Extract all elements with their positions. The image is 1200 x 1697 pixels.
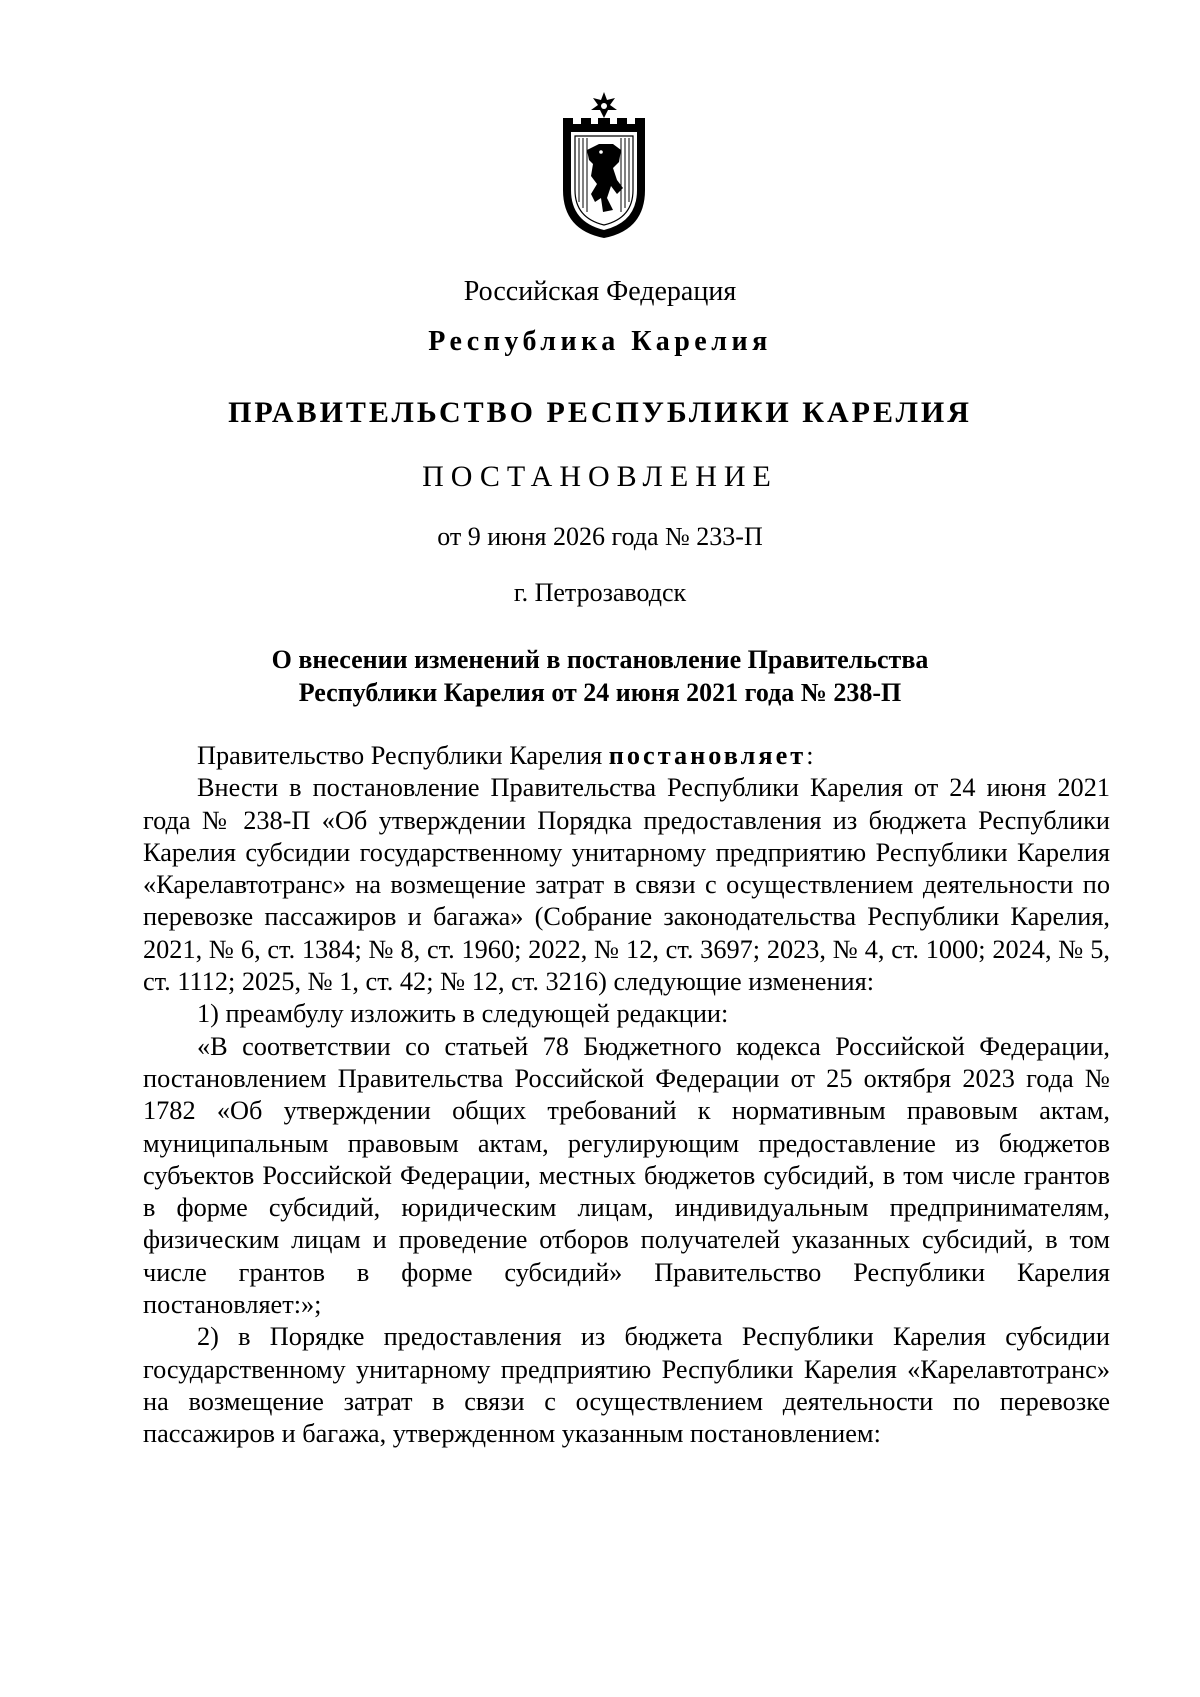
document-type: ПОСТАНОВЛЕНИЕ xyxy=(422,460,778,493)
country-name: Российская Федерация xyxy=(463,276,737,307)
intro-paragraph xyxy=(143,740,1110,772)
document-city: г. Петрозаводск xyxy=(513,578,687,607)
intro-suffix: : xyxy=(806,741,814,770)
subject-line-2: Республики Карелия от 24 июня 2021 года № 238-П xyxy=(298,678,902,707)
intro-resolves: постановляет xyxy=(608,741,807,770)
republic-name: Республика Карелия xyxy=(428,326,772,357)
paragraph-item-2: 2) в Порядке предоставления из бюджета Республики Карелия субсидии государственному унитарному предприятию Республики Карелия «Карелавтотранс» на возмещение затрат в связи с осуществлением деятельности по перевозке пассажиров и багажа, утвержденном указанным постановлением: xyxy=(143,1322,1110,1449)
document-date-number: от 9 июня 2026 года № 233-П xyxy=(437,522,763,551)
paragraph-preamble-text: «В соответствии со статьей 78 Бюджетного кодекса Российской Федерации, постановлением Правительства Российской Федерации от 25 октября 2023 года № 1782 «Об утверждении общих требований к нормативным правовым актам, муниципальным правовым актам, регулирующим предоставление из бюджетов субъектов Российской Федерации, местных бюджетов субсидий, в том числе грантов в форме субсидий, юридическим лицам, индивидуальным предпринимателям, физическим лицам и проведение отборов получателей указанных субсидий, в том числе грантов в форме субсидий» Правительство Республики Карелия постановляет:»; xyxy=(143,1031,1110,1320)
intro-prefix: Правительство Республики Карелия xyxy=(197,741,609,770)
subject-line-1: О внесении изменений в постановление Правительства xyxy=(271,645,929,674)
paragraph-amendment: Внести в постановление Правительства Республики Карелия от 24 июня 2021 года № 238-П «Об утверждении Порядка предоставления из бюджета Республики Карелия субсидии государственному унитарному предприятию Республики Карелия «Карелавтотранс» на возмещение затрат в связи с осуществлением деятельности по перевозке пассажиров и багажа» (Собрание законодательства Республики Карелия, 2021, № 6, ст. 1384; № 8, ст. 1960; 2022, № 12, ст. 3697; 2023, № 4, ст. 1000; 2024, № 5, ст. 1112; 2025, № 1, ст. 42; № 12, ст. 3216) следующие изменения: xyxy=(143,773,1110,997)
document-body xyxy=(143,740,1110,1451)
government-name: ПРАВИТЕЛЬСТВО РЕСПУБЛИКИ КАРЕЛИЯ xyxy=(228,396,972,429)
document-subject xyxy=(0,643,1200,709)
karelia-coat-of-arms-icon xyxy=(557,90,651,240)
paragraph-item-1: 1) преамбулу изложить в следующей редакции: xyxy=(197,999,729,1029)
